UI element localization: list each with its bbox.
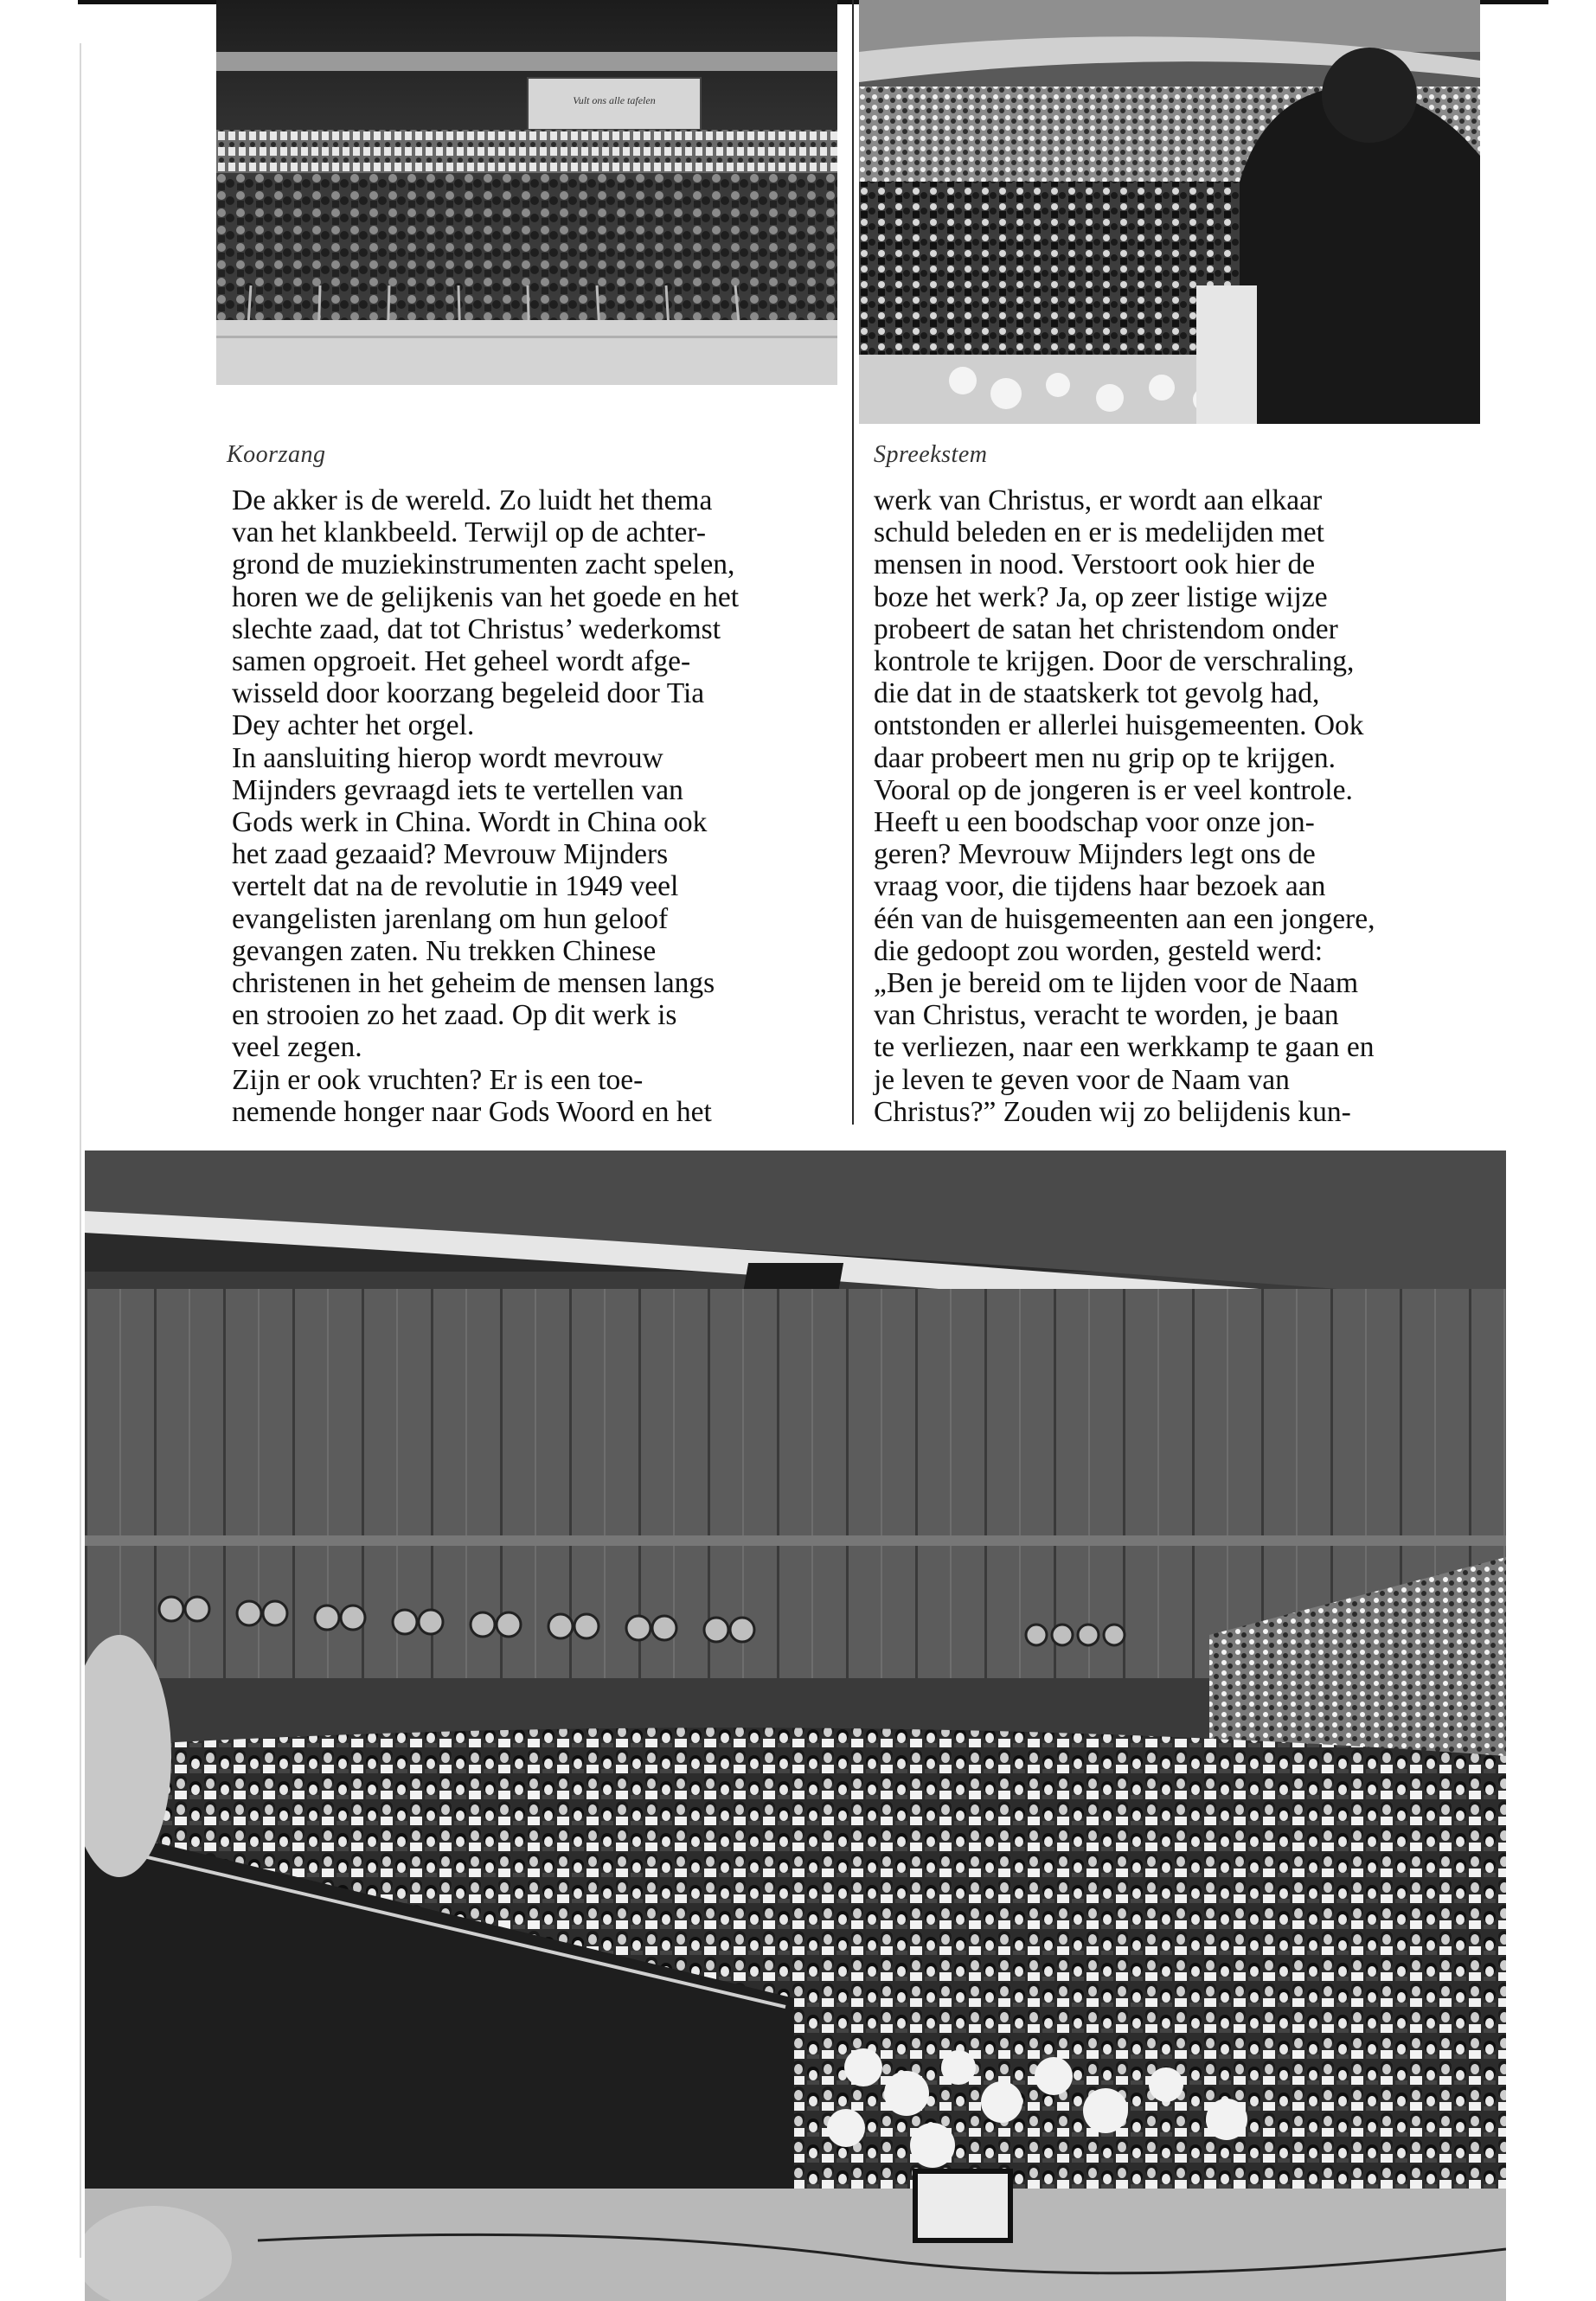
text-line: je leven te geven voor de Naam van (874, 1063, 1290, 1096)
text-line: De akker is de wereld. Zo luidt het thema (232, 484, 713, 516)
text-line: van Christus, veracht te worden, je baan (874, 999, 1339, 1032)
text-line: probeert de satan het christendom onder (874, 612, 1338, 645)
photo-caption-spreekstem: Spreekstem (874, 441, 988, 468)
text-line: schuld beleden en er is medelijden met (874, 516, 1324, 549)
text-line: werk van Christus, er wordt aan elkaar (874, 484, 1323, 516)
choir-banner-text: Vult ons alle tafelen (573, 94, 656, 106)
photo-spreekstem (859, 0, 1480, 424)
text-line: evangelisten jarenlang om hun geloof (232, 902, 669, 935)
text-line: Mijnders gevraagd iets te vertellen van (232, 773, 683, 806)
text-line: daar probeert men nu grip op te krijgen. (874, 741, 1336, 774)
article-column-right (874, 484, 1488, 1128)
text-line: één van de huisgemeenten aan een jongere, (874, 902, 1375, 935)
text-line: Heeft u een boodschap voor onze jon- (874, 806, 1315, 839)
text-line: Christus?” Zouden wij zo belijdenis kun- (874, 1095, 1351, 1128)
text-line: nemende honger naar Gods Woord en het (232, 1095, 712, 1128)
text-line: samen opgroeit. Het geheel wordt afge- (232, 645, 691, 678)
choir-photo-image (216, 0, 837, 385)
article-column-left (232, 484, 837, 1128)
text-line: gevangen zaten. Nu trekken Chinese (232, 934, 657, 967)
text-line: die dat in de staatskerk tot gevolg had, (874, 677, 1320, 710)
text-line: Dey achter het orgel. (232, 709, 475, 742)
text-line: wisseld door koorzang begeleid door Tia (232, 677, 705, 710)
photo-audience-hall (85, 1150, 1506, 2301)
text-line: In aansluiting hierop wordt mevrouw (232, 741, 663, 774)
text-line: ontstonden er allerlei huisgemeenten. Ook (874, 709, 1364, 742)
photo-caption-koorzang: Koorzang (227, 441, 326, 468)
text-line: „Ben je bereid om te lijden voor de Naam (874, 967, 1358, 1000)
text-line: slechte zaad, dat tot Christus’ wederkomst (232, 612, 721, 645)
text-line: en strooien zo het zaad. Op dit werk is (232, 999, 677, 1032)
text-line: Vooral op de jongeren is er veel kontrole. (874, 773, 1353, 806)
text-line: vertelt dat na de revolutie in 1949 veel (232, 870, 679, 903)
text-line: christenen in het geheim de mensen langs (232, 967, 715, 1000)
text-line: grond de muziekinstrumenten zacht spelen, (232, 548, 735, 581)
photo-koorzang (216, 0, 837, 385)
text-line: Gods werk in China. Wordt in China ook (232, 806, 708, 839)
text-line: het zaad gezaaid? Mevrouw Mijnders (232, 838, 669, 871)
left-margin-rule (80, 43, 81, 2258)
text-line: Zijn er ook vruchten? Er is een toe- (232, 1063, 644, 1096)
hall-photo-image (85, 1150, 1506, 2301)
text-line: vraag voor, die tijdens haar bezoek aan (874, 870, 1326, 903)
speaker-photo-image (859, 0, 1480, 424)
text-line: kontrole te krijgen. Door de verschraling, (874, 645, 1355, 678)
text-line: te verliezen, naar een werkkamp te gaan en (874, 1031, 1375, 1064)
text-line: boze het werk? Ja, op zeer listige wijze (874, 580, 1328, 613)
text-line: horen we de gelijkenis van het goede en het (232, 580, 740, 613)
text-line: van het klankbeeld. Terwijl op de achter- (232, 516, 706, 549)
text-line: mensen in nood. Verstoort ook hier de (874, 548, 1316, 581)
text-line: geren? Mevrouw Mijnders legt ons de (874, 838, 1316, 871)
column-divider (852, 0, 854, 1125)
text-line: die gedoopt zou worden, gesteld werd: (874, 934, 1324, 967)
text-line: veel zegen. (232, 1031, 362, 1064)
